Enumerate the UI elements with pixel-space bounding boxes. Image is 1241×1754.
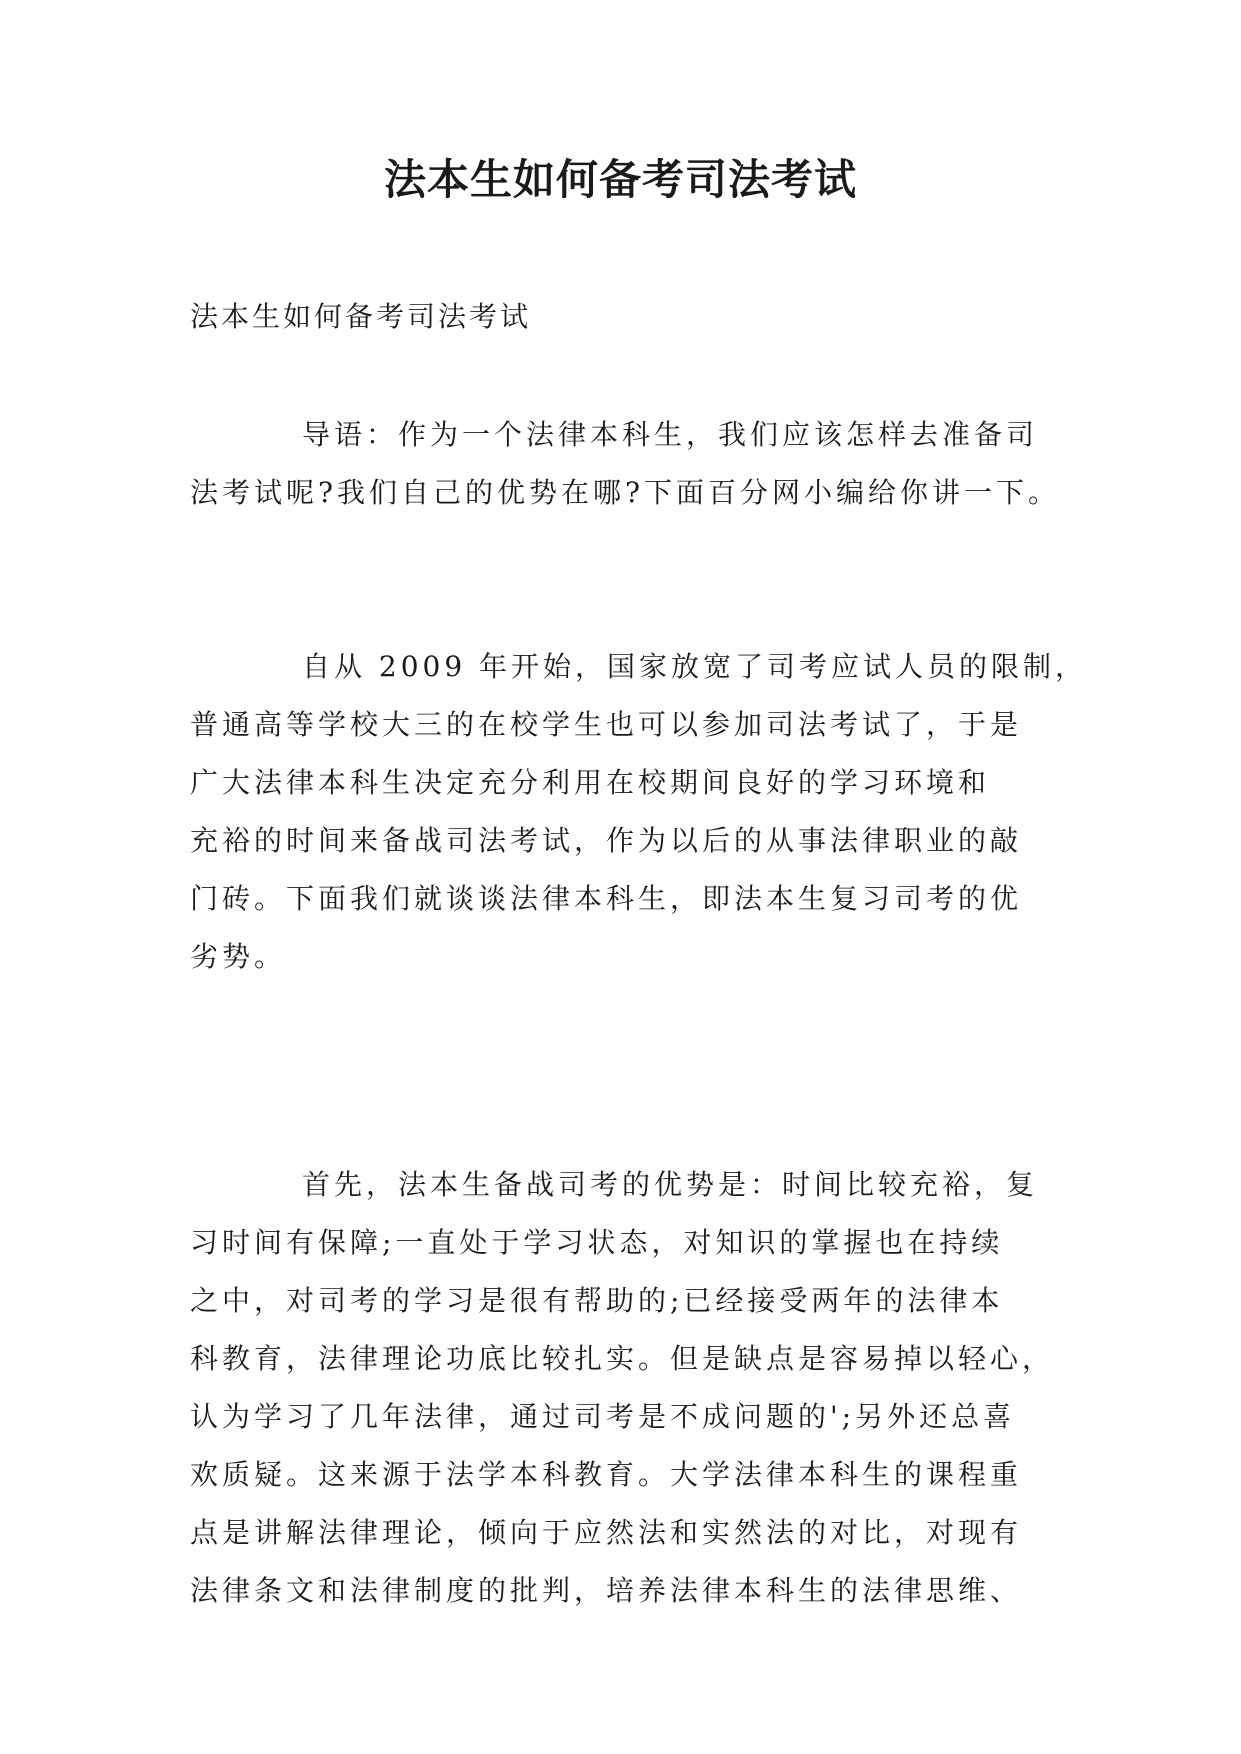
paragraph-line: 充裕的时间来备战司法考试，作为以后的从事法律职业的敲	[190, 824, 1023, 857]
paragraph-line: 普通高等学校大三的在校学生也可以参加司法考试了，于是	[190, 708, 1023, 741]
paragraph-line: 广大法律本科生决定充分利用在校期间良好的学习环境和	[190, 766, 991, 799]
document-subtitle: 法本生如何备考司法考试	[190, 300, 532, 333]
paragraph-line: 法律条文和法律制度的批判，培养法律本科生的法律思维、	[190, 1574, 1023, 1607]
paragraph-intro	[190, 406, 1070, 522]
paragraph-line: 门砖。下面我们就谈谈法律本科生，即法本生复习司考的优	[190, 882, 1023, 915]
paragraph-line: 法考试呢?我们自己的优势在哪?下面百分网小编给你讲一下。	[190, 476, 1061, 509]
paragraph-line: 欢质疑。这来源于法学本科教育。大学法律本科生的课程重	[190, 1458, 1023, 1491]
paragraph-line: 自从 2009 年开始，国家放宽了司考应试人员的限制，	[302, 650, 1088, 683]
document-title: 法本生如何备考司法考试	[383, 155, 857, 204]
paragraph-advantages	[190, 1156, 1070, 1620]
paragraph-line: 之中，对司考的学习是很有帮助的;已经接受两年的法律本	[190, 1284, 1004, 1317]
paragraph-line: 习时间有保障;一直处于学习状态，对知识的掌握也在持续	[190, 1226, 1004, 1259]
paragraph-line: 科教育，法律理论功底比较扎实。但是缺点是容易掉以轻心，	[190, 1342, 1055, 1375]
paragraph-line: 导语：作为一个法律本科生，我们应该怎样去准备司	[302, 418, 1039, 451]
paragraph-line: 认为学习了几年法律，通过司考是不成问题的';另外还总喜	[190, 1400, 1016, 1433]
paragraph-line: 首先，法本生备战司考的优势是：时间比较充裕，复	[302, 1168, 1039, 1201]
paragraph-background	[190, 638, 1088, 986]
paragraph-line: 劣势。	[190, 940, 287, 973]
paragraph-line: 点是讲解法律理论，倾向于应然法和实然法的对比，对现有	[190, 1516, 1023, 1549]
